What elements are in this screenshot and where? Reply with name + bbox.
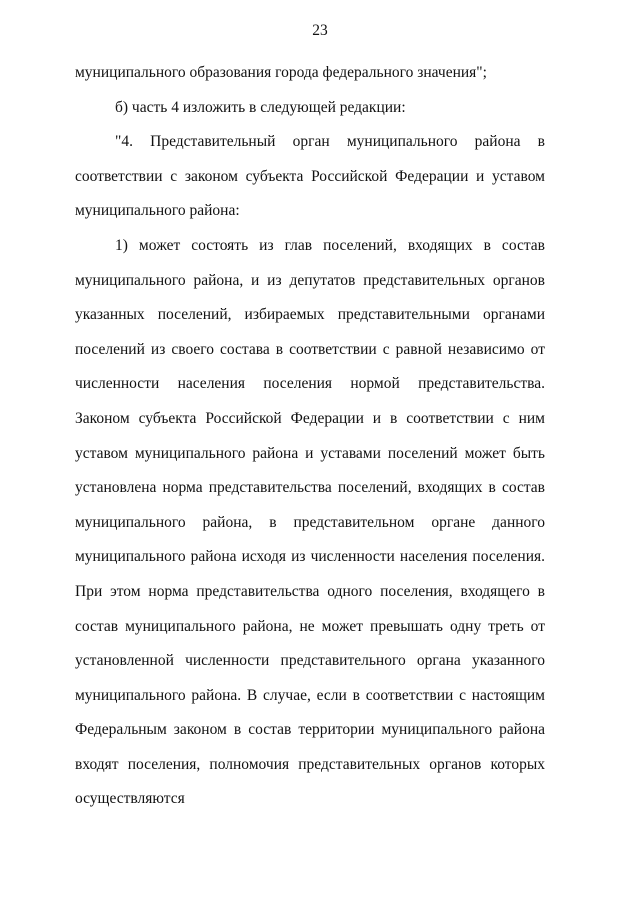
paragraph: б) часть 4 изложить в следующей редакции: — [115, 98, 406, 116]
page-number: 23 — [312, 22, 328, 39]
document-body — [75, 56, 545, 817]
paragraph: "4. Представительный орган муниципального района в соответствии с законом субъекта Российской Федерации и уставом муниципального района: — [75, 133, 545, 220]
paragraph: муниципального образования города федерального значения"; — [75, 64, 487, 81]
paragraph: 1) может состоять из глав поселений, входящих в состав муниципального района, и из депутатов представительных органов указанных поселений, избираемых представительными органами поселений из своего состава в соответствии с равной независимо от численности населения поселения нормой представительства. Законом субъекта Российской Федерации и в соответствии с ним уставом муниципального района и уставами поселений может быть установлена норма представительства поселений, входящих в состав муниципального района, в представительном органе данного муниципального района исходя из численности населения поселения. При этом норма представительства одного поселения, входящего в состав муниципального района, не может превышать одну треть от установленной численности представительного органа указанного муниципального района. В случае, если в соответствии с настоящим Федеральным законом в состав территории муниципального района входят поселения, полномочия представительных органов которых осуществляются — [75, 236, 545, 808]
